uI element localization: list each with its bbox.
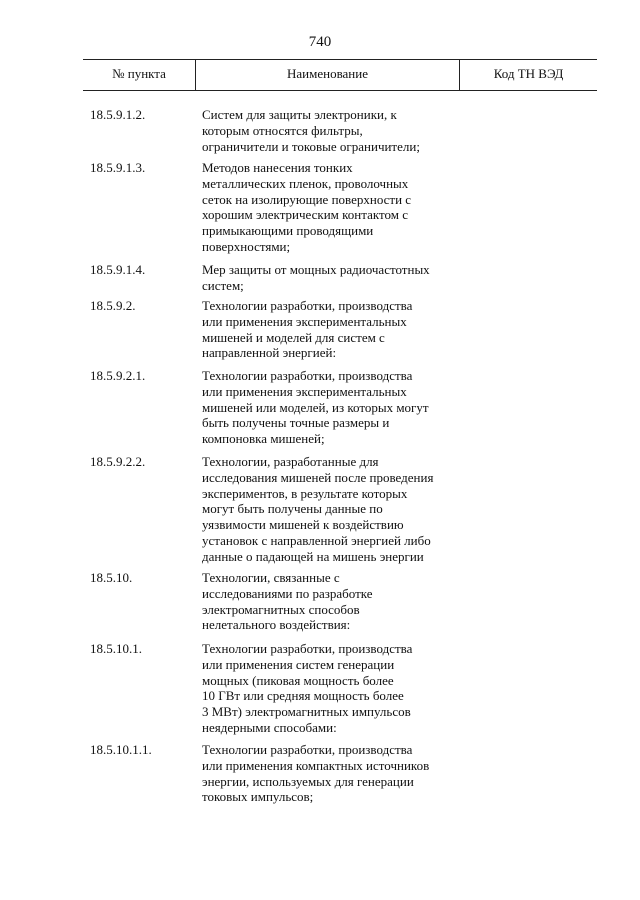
- item-number: 18.5.10.1.1.: [90, 742, 152, 757]
- item-text: Мер защиты от мощных радиочастотных систем;: [202, 262, 430, 293]
- item-text: Методов нанесения тонких металлических пленок, проволочных сеток на изолирующие поверхности с хорошим электрическим контактом с примыкающими проводящими поверхностями;: [202, 160, 412, 254]
- item-number: 18.5.9.2.: [90, 298, 136, 313]
- item-text: Технологии разработки, производства или применения экспериментальных мишеней или моделей, из которых могут быть получены точные размеры и компоновка мишеней;: [202, 368, 429, 447]
- item-text: Технологии, связанные с исследованиями по разработке электромагнитных способов нелетального воздействия:: [202, 570, 373, 633]
- item-number: 18.5.9.1.2.: [90, 107, 146, 122]
- header-item-number: № пункта: [112, 66, 166, 81]
- page-number: 740: [308, 34, 332, 50]
- item-text: Систем для защиты электроники, к которым относятся фильтры, ограничители и токовые ограничители;: [202, 107, 420, 154]
- table-header: [83, 59, 597, 91]
- item-number: 18.5.10.: [90, 570, 133, 585]
- item-text: Технологии разработки, производства или применения систем генерации мощных (пиковая мощность более 10 ГВт или средняя мощность более 3 МВт) электромагнитных импульсов неядерными способами:: [202, 641, 413, 735]
- item-number: 18.5.10.1.: [90, 641, 142, 656]
- item-text: Технологии разработки, производства или применения компактных источников энергии, используемых для генерации токовых импульсов;: [202, 742, 430, 805]
- item-number: 18.5.9.2.1.: [90, 368, 146, 383]
- item-text: Технологии разработки, производства или применения экспериментальных мишеней и моделей для систем с направленной энергией:: [202, 298, 413, 361]
- item-number: 18.5.9.1.4.: [90, 262, 146, 277]
- item-number: 18.5.9.2.2.: [90, 454, 146, 469]
- header-name: Наименование: [195, 60, 460, 90]
- header-code: Код ТН ВЭД: [493, 66, 564, 81]
- item-number: 18.5.9.1.3.: [90, 160, 146, 175]
- item-text: Технологии, разработанные для исследования мишеней после проведения экспериментов, в результате которых могут быть получены данные по уязвимости мишеней к воздействию установок с направленной энергией либо данные о падающей на мишень энергии: [202, 454, 434, 564]
